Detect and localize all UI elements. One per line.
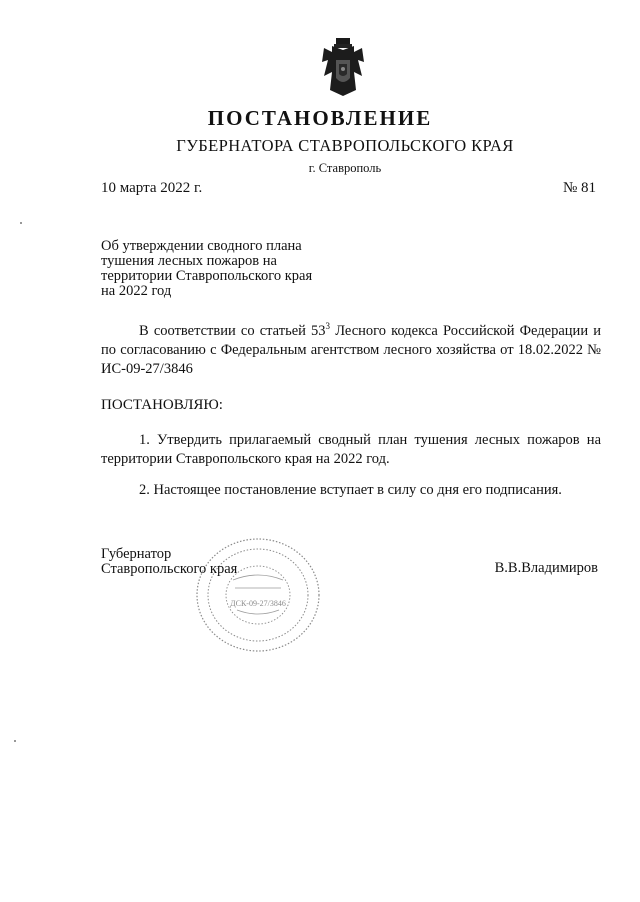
coat-of-arms-emblem — [318, 36, 368, 98]
document-issuer: ГУБЕРНАТОРА СТАВРОПОЛЬСКОГО КРАЯ — [176, 136, 514, 155]
preamble-superscript: 3 — [325, 321, 331, 332]
preamble-text-part2: Лесного кодекса Российской Федерации и по согласованию с Федеральным агентством лесного хозяйства от 18.02.2022 № ИС-09-27/3846 — [101, 323, 601, 377]
subject-line: Об утверждении сводного плана — [101, 238, 302, 254]
scan-speck — [20, 222, 22, 224]
scan-speck — [14, 740, 16, 742]
decree-item-2: 2. Настоящее постановление вступает в силу со дня его подписания. — [139, 482, 562, 498]
signatory-position-line: Губернатор — [101, 546, 172, 562]
document-number: № 81 — [562, 180, 596, 196]
document-date: 10 марта 2022 г. — [101, 180, 203, 196]
subject-line: тушения лесных пожаров на — [101, 253, 277, 269]
subject-line: на 2022 год — [101, 283, 172, 299]
stamp-center-text: ДСК-09-27/3846 — [230, 599, 286, 608]
preamble-paragraph — [101, 322, 601, 379]
signatory-position — [101, 547, 237, 577]
preamble-text-part1: В соответствии со статьей 53 — [139, 323, 326, 339]
document-subject — [101, 239, 341, 299]
decree-item-1: 1. Утвердить прилагаемый сводный план тушения лесных пожаров на территории Ставропольского края на 2022 год. — [101, 432, 601, 467]
signatory-position-line: Ставропольского края — [101, 561, 238, 577]
document-title: ПОСТАНОВЛЕНИЕ — [207, 106, 433, 130]
signatory-name: В.В.Владимиров — [494, 560, 598, 576]
document-city: г. Ставрополь — [308, 161, 382, 175]
decree-word: ПОСТАНОВЛЯЮ: — [101, 397, 223, 413]
subject-line: территории Ставропольского края — [101, 268, 313, 284]
